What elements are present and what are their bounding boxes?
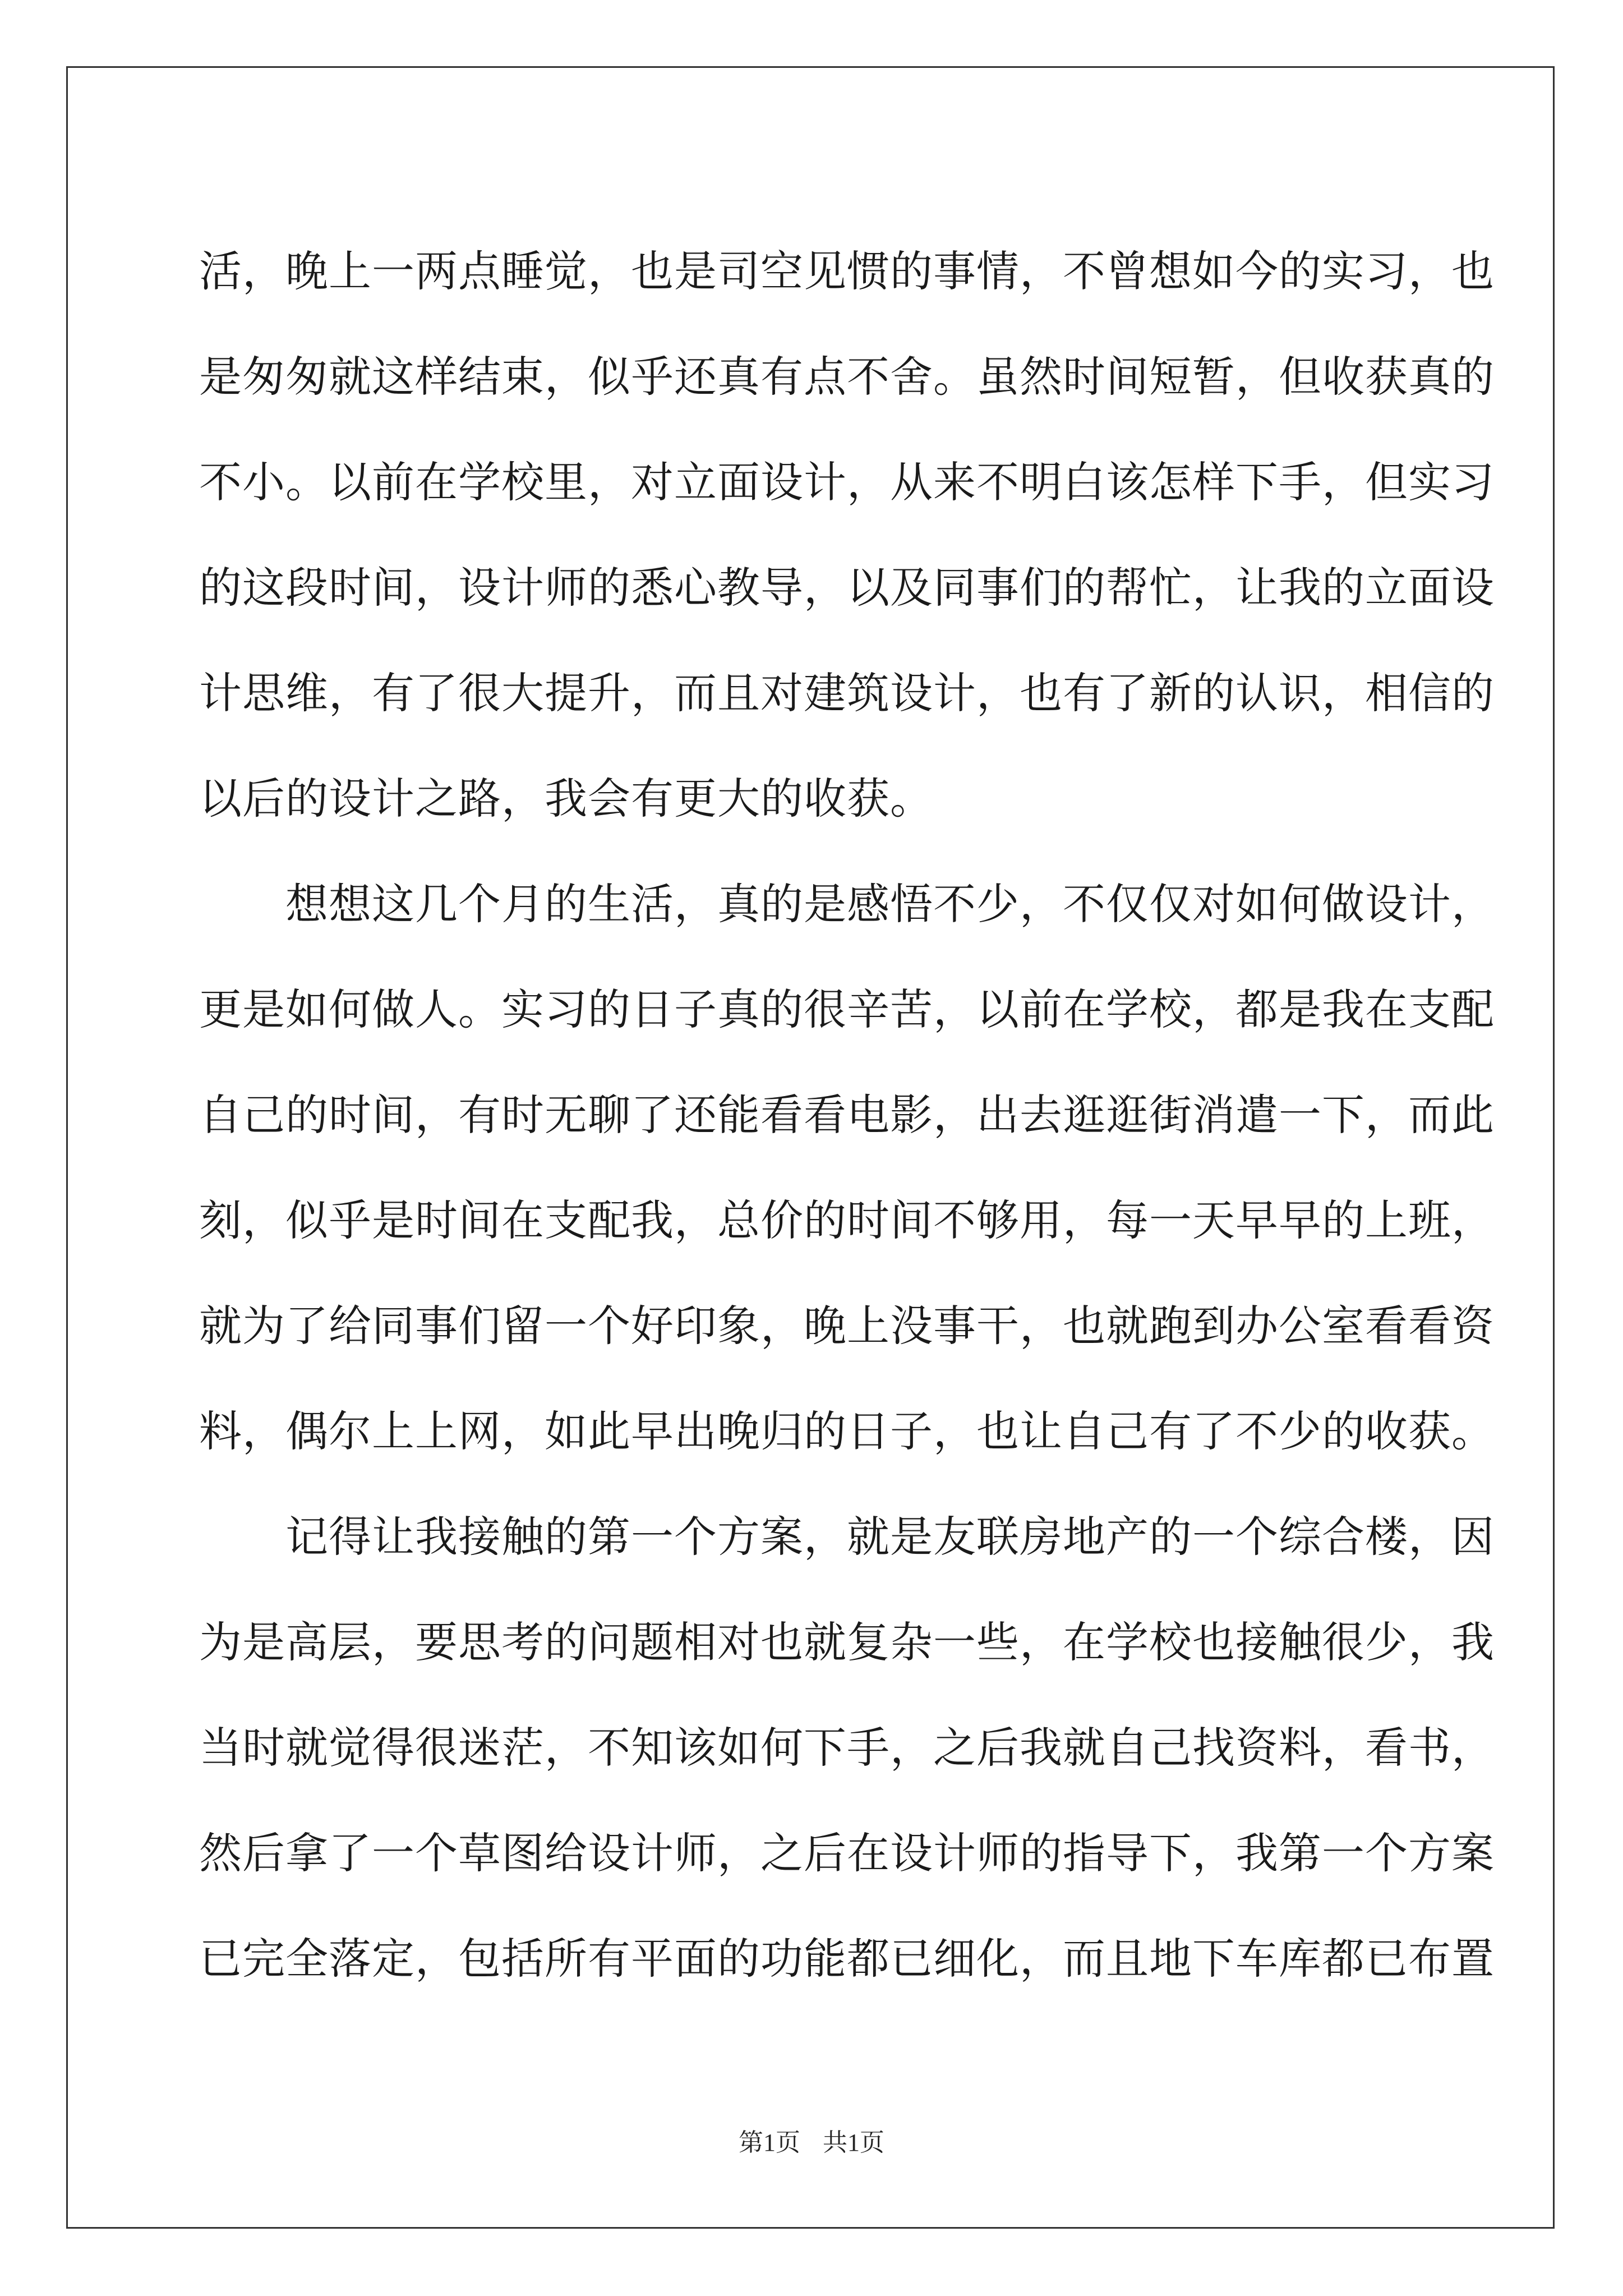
text-line: 计思维，有了很大提升，而且对建筑设计，也有了新的认识，相信的	[199, 668, 1495, 718]
text-line: 记得让我接触的第一个方案，就是友联房地产的一个综合楼，因	[199, 1512, 1495, 1562]
text-line: 已完全落定，包括所有平面的功能都已细化，而且地下车库都已布置	[199, 1934, 1495, 1984]
text-line: 然后拿了一个草图给设计师，之后在设计师的指导下，我第一个方案	[199, 1828, 1495, 1878]
text-line: 以后的设计之路，我会有更大的收获。	[199, 774, 933, 823]
text-line: 就为了给同事们留一个好印象，晚上没事干，也就跑到办公室看看资	[199, 1301, 1495, 1351]
text-line: 料，偶尔上上网，如此早出晚归的日子，也让自己有了不少的收获。	[199, 1406, 1495, 1456]
text-line: 更是如何做人。实习的日子真的很辛苦，以前在学校，都是我在支配	[199, 984, 1495, 1034]
text-line: 为是高层，要思考的问题相对也就复杂一些，在学校也接触很少，我	[199, 1617, 1495, 1667]
text-line: 想想这几个月的生活，真的是感悟不少，不仅仅对如何做设计，	[199, 879, 1495, 929]
page-footer	[0, 2126, 1623, 2160]
text-line: 自己的时间，有时无聊了还能看看电影，出去逛逛街消遣一下，而此	[199, 1090, 1495, 1140]
text-line: 刻，似乎是时间在支配我，总价的时间不够用，每一天早早的上班，	[199, 1195, 1495, 1245]
text-line: 当时就觉得很迷茫，不知该如何下手，之后我就自己找资料，看书，	[199, 1723, 1495, 1773]
document-body	[199, 219, 1495, 2012]
text-line: 是匆匆就这样结束，似乎还真有点不舍。虽然时间短暂，但收获真的	[199, 352, 1495, 402]
text-line: 不小。以前在学校里，对立面设计，从来不明白该怎样下手，但实习	[199, 457, 1495, 507]
text-line: 活，晚上一两点睡觉，也是司空见惯的事情，不曾想如今的实习，也	[199, 246, 1495, 296]
text-line: 的这段时间，设计师的悉心教导，以及同事们的帮忙，让我的立面设	[199, 563, 1495, 613]
page-number: 第1页	[739, 2129, 800, 2156]
page-total: 共1页	[823, 2129, 884, 2156]
